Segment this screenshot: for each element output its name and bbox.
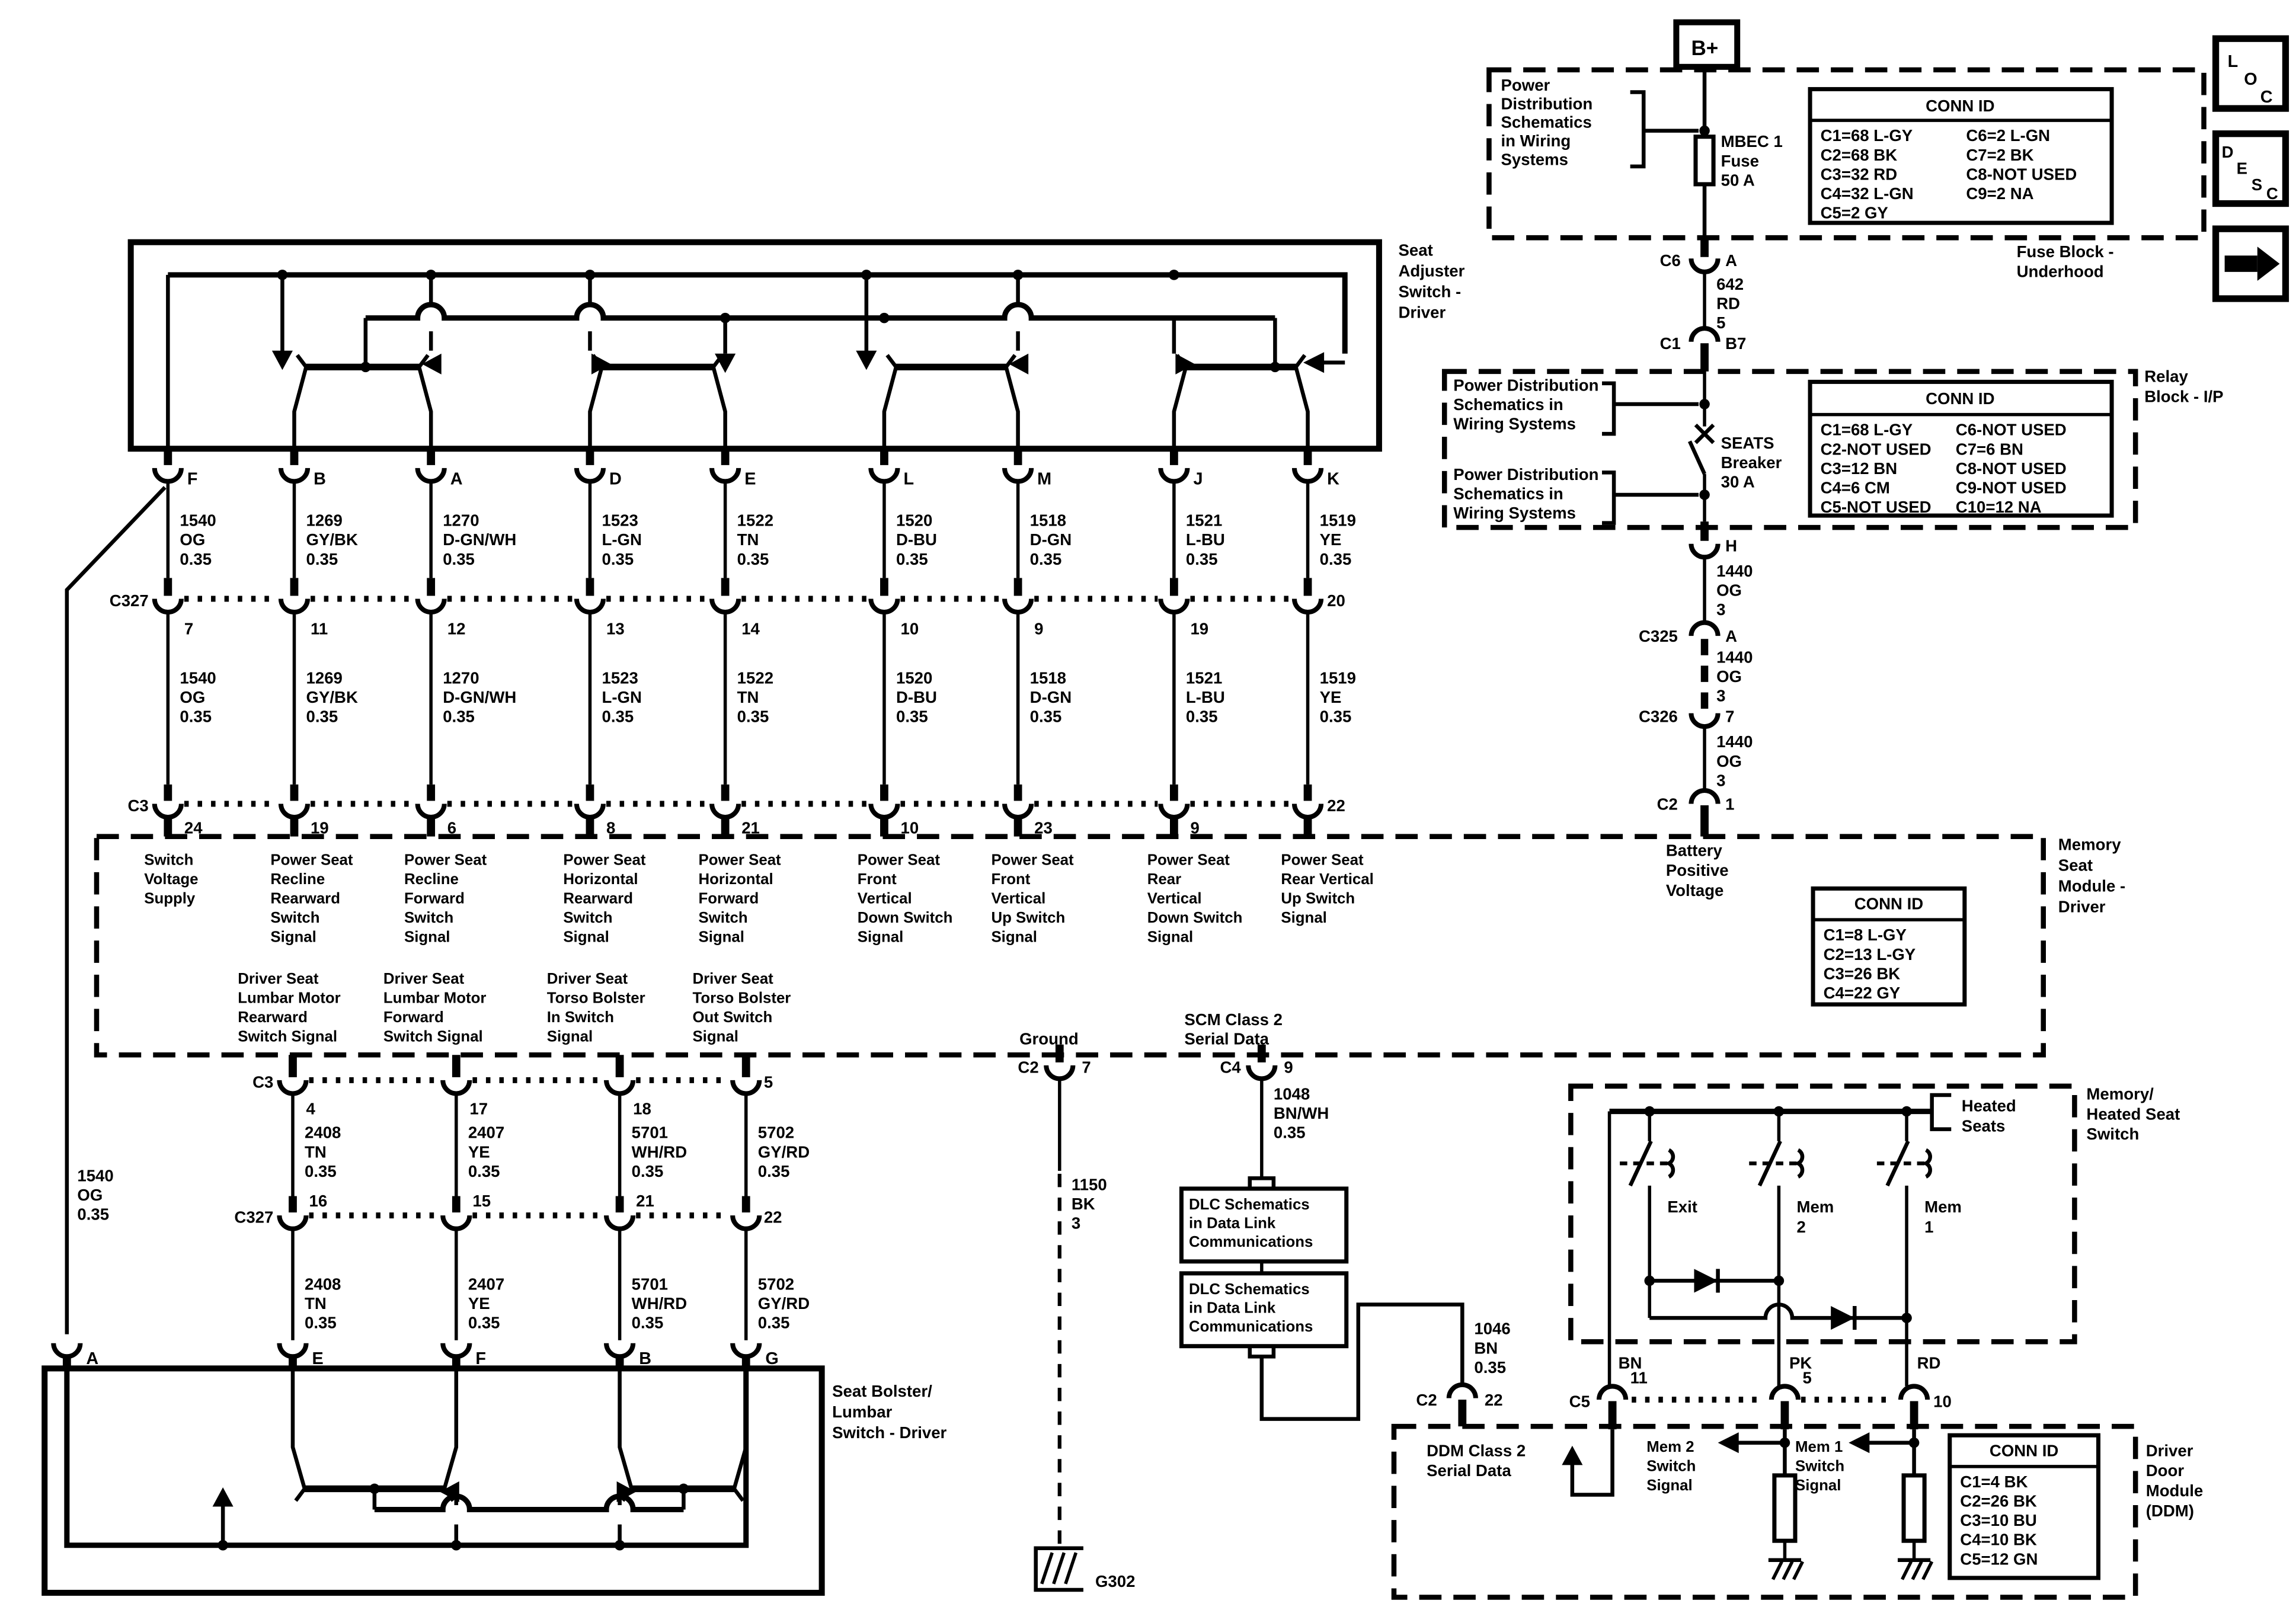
signal-label: Driver Seat Torso Bolster In Switch Signal [546,970,645,1045]
seat-adjuster-switch [131,241,1465,449]
wire-color-bn: BN [1618,1353,1642,1372]
c3-pin: 24 [184,818,203,837]
connector-c4-9 [1248,1065,1275,1079]
wire-label: 2407 YE 0.35 [468,1275,505,1332]
wire-label: 1522 TN 0.35 [737,668,774,726]
c3-label: C3 [252,1073,274,1092]
c1-pin: B7 [1725,334,1747,353]
seat-bolster-lumbar-switch [44,1368,946,1593]
pin-letter: F [187,469,198,489]
connector-c2-7 [1046,1065,1073,1079]
rocker-torso-bolster[interactable] [620,1370,746,1501]
desc-letter: S [2251,175,2263,194]
next-arrow-icon[interactable] [2216,229,2286,299]
left-wire-1540 [67,487,165,1334]
c327-pin: 9 [1034,619,1044,638]
wire-1048-label: 1048 BN/WH 0.35 [1273,1084,1329,1142]
signal-label: Driver Seat Torso Bolster Out Switch Signal [692,970,791,1045]
c3-bottom-row [252,1073,773,1118]
conn-id-left: C1=68 L-GY C2-NOT USED C3=12 BN C4=6 CM C5-NOT USED [1820,420,1932,517]
wire-label: 1521 L-BU 0.35 [1185,511,1225,568]
wire-label: 1270 D-GN/WH 0.35 [443,668,517,726]
pin-letter: B [639,1349,652,1368]
c327-pin: 15 [472,1192,491,1211]
wire-label: 1521 L-BU 0.35 [1185,668,1225,726]
g302-label: G302 [1095,1571,1136,1590]
wire-1440-og [1639,521,1753,837]
c327-pin: 21 [636,1192,654,1211]
dlc-text-1: DLC Schematics in Data Link Communications [1188,1196,1313,1251]
heated-seats-label: Heated Seats [1961,1096,2016,1135]
memory-seat-module [97,835,2125,1055]
connector-c326 [1691,713,1718,727]
wire-1440-label-3: 1440 OG 3 [1716,732,1753,790]
wire-label: 1523 L-GN 0.35 [602,668,642,726]
connector-h [1691,544,1718,558]
connector-c5-11 [1599,1386,1626,1400]
desc-icon[interactable] [2216,134,2286,204]
ground-path [1018,1045,1135,1590]
c3-pin: 6 [447,818,457,837]
c6-label: C6 [1659,251,1681,270]
c327-pin: 22 [763,1208,782,1227]
conn-id-right: C6=2 L-GN C7=2 BK C8-NOT USED C9=2 NA [1966,126,2077,203]
connector-c1 [1691,328,1718,342]
conn-id-title: CONN ID [1854,894,1924,913]
conn-id-title: CONN ID [1989,1441,2059,1460]
mem1-label: Mem 1 [1924,1198,1962,1236]
wire-label: 1523 L-GN 0.35 [602,511,642,568]
pin-letter: B [314,469,326,489]
wire-label: 5702 GY/RD 0.35 [757,1275,810,1332]
fuse-symbol [1696,137,1713,184]
c3-pin: 18 [633,1099,651,1118]
connector-c5-10 [1901,1386,1927,1400]
pin-letter: A [450,469,463,489]
wire-1440-label-2: 1440 OG 3 [1716,648,1753,705]
c327-pin: 10 [900,619,919,638]
c3-pin: 10 [900,818,919,837]
c5-pin: 11 [1630,1368,1648,1387]
c6-pin: A [1725,251,1738,270]
relay-block-ip [1444,367,2223,527]
conn-id-title: CONN ID [1926,97,1995,116]
c327-label: C327 [109,591,149,610]
wire-label: 1522 TN 0.35 [737,511,774,568]
c327-label: C327 [234,1208,274,1227]
c3-label: C3 [127,796,149,815]
grid-top [110,449,1356,837]
wire-1440-label-1: 1440 OG 3 [1716,561,1753,619]
connector-c6 [1691,258,1718,272]
pin-letter: F [475,1349,486,1368]
rocker-front-vertical[interactable] [884,355,1018,449]
wire-label: 5701 WH/RD 0.35 [631,1275,687,1332]
signal-label: Driver Seat Lumbar Motor Rearward Switch Signal [238,970,341,1045]
c3-pin: 19 [311,818,329,837]
memory-heated-seat-switch [1571,1084,2180,1386]
wire-label: 1540 OG 0.35 [180,511,216,568]
conn-id-title: CONN ID [1926,389,1995,408]
grid-top-columns [155,449,1321,836]
fuse-note: Power Distribution Schematics in Wiring Systems [1501,75,1593,169]
wire-1540-left-label: 1540 OG 0.35 [77,1166,114,1224]
c2-22-label: C2 [1416,1391,1437,1410]
c4-pin: 9 [1284,1058,1293,1077]
c327-pin: 16 [309,1192,328,1211]
exit-switch[interactable] [1620,1112,1673,1318]
connector-c2-22 [1449,1385,1476,1398]
c327-pin: 7 [184,619,194,638]
seat-adjuster-label: Seat Adjuster Switch -Driver [1398,241,1465,322]
resistor-mem1 [1904,1475,1924,1541]
wire-color-pk: PK [1789,1353,1812,1372]
c3-pin: 17 [469,1099,488,1118]
wire-label: 1520 D-BU 0.35 [896,668,937,726]
wire-1150-label: 1150 BK 3 [1071,1175,1107,1233]
ground-symbol-mem2 [1769,1560,1803,1580]
pin-letter: M [1037,469,1052,489]
wire-label: 1269 GY/BK 0.35 [306,668,358,726]
wire-label: 1270 D-GN/WH 0.35 [443,511,517,568]
battery-positive-label: Battery Positive Voltage [1665,841,1729,900]
loc-letter: O [2244,69,2257,89]
c327-bottom-row [234,1192,782,1227]
connector-c325 [1691,623,1718,636]
c327-pin: 14 [741,619,760,638]
fuse-block-underhood [1489,70,2204,281]
ground-symbol-g302 [1036,1548,1083,1590]
pin-letter: G [765,1349,779,1368]
c3-pin: 5 [763,1073,773,1092]
breaker-label: SEATS Breaker 30 A [1721,434,1782,491]
c327-pin: 12 [447,619,466,638]
c3-pin: 9 [1190,818,1200,837]
wire-1046-label: 1046 BN 0.35 [1474,1319,1511,1377]
driver-door-module [1394,1368,2203,1597]
signal-label: Power Seat Recline Forward Switch Signal [404,852,487,946]
wire-label: 1269 GY/BK 0.35 [306,511,358,568]
wire-label: 5702 GY/RD 0.35 [757,1123,810,1180]
relay-note-1: Power Distribution Schematics in Wiring Systems [1453,376,1599,433]
loc-icon[interactable] [2216,39,2286,108]
wire-642-label: 642 RD 5 [1716,274,1744,332]
c325-pin: A [1725,627,1738,646]
battery-feed [1676,23,1737,131]
c3-pin: 22 [1327,796,1345,815]
loc-letter: L [2227,52,2239,71]
ddm-label: Driver Door Module (DDM) [2145,1441,2204,1520]
c2-22-pin: 22 [1484,1391,1503,1410]
signal-label: Driver Seat Lumbar Motor Forward Switch Signal [383,970,487,1045]
desc-letter: D [2221,142,2234,161]
wire-label: 1518 D-GN 0.35 [1029,511,1072,568]
signal-label: Power Seat Rear Vertical Up Switch Signal [1281,852,1374,927]
pin-letter: L [903,469,914,489]
signal-label: Power Seat Recline Rearward Switch Signal [270,852,353,946]
pin-letter: E [744,469,756,489]
ground-label: Ground [1019,1029,1079,1048]
wire-label: 1540 OG 0.35 [180,668,216,726]
ground-symbol-mem1 [1898,1560,1932,1580]
c326-label: C326 [1638,707,1678,726]
c5-label: C5 [1569,1392,1590,1411]
bplus-label: B+ [1691,36,1719,60]
c327-pin: 20 [1327,591,1345,610]
signal-label: Power Seat Front Vertical Up Switch Signal [991,852,1074,946]
c327-pin: 19 [1190,619,1209,638]
wire-label: 1519 YE 0.35 [1319,668,1356,726]
rocker-recline[interactable] [294,355,431,449]
conn-id-table-msm [1813,888,1965,1004]
connector-c2-msm [1691,790,1718,804]
scm-class2-path [1181,1045,1510,1426]
rocker-rear-vertical[interactable] [1174,355,1308,449]
mem2-switch[interactable] [1749,1112,1802,1387]
mem2-signal-label: Mem 2 Switch Signal [1646,1438,1696,1494]
c325-label: C325 [1638,627,1678,646]
scm-label: SCM Class 2 Serial Data [1184,1010,1283,1048]
signal-label: Power Seat Front Vertical Down Switch Signal [857,852,953,946]
relay-block-label: Relay Block - I/P [2144,367,2224,406]
heated-seats-tab [1932,1095,1952,1129]
diode-row-1 [1644,1269,1784,1292]
conn-id-rows: C1=4 BK C2=26 BK C3=10 BU C4=10 BK C5=12 GN [1960,1472,2038,1569]
relay-note-2: Power Distribution Schematics in Wiring Systems [1453,465,1599,523]
conn-id-table-relay-block [1810,382,2112,516]
wire-642-rd [1660,239,1747,372]
c2-pin: 7 [1082,1058,1091,1077]
diode-row-2 [1649,1305,1912,1330]
desc-letter: C [2266,184,2278,203]
mem2-label: Mem 2 [1796,1198,1834,1236]
wire-label: 1519 YE 0.35 [1319,511,1356,568]
wire-label: 2408 TN 0.35 [305,1275,341,1332]
conn-id-rows: C1=8 L-GY C2=13 L-GY C3=26 BK C4=22 GY [1823,926,1916,1002]
connector-c5-5 [1771,1386,1798,1400]
rocker-lumbar[interactable] [293,1370,456,1501]
msm-label: Memory Seat Module -Driver [2058,835,2126,916]
ddm-class2-label: DDM Class 2 Serial Data [1427,1441,1526,1480]
signal-label: Power Seat Horizontal Rearward Switch Signal [563,852,646,946]
c3-pin: 8 [606,818,616,837]
wire-label: 1520 D-BU 0.35 [896,511,937,568]
c1-label: C1 [1659,334,1681,353]
c5-pin: 10 [1933,1392,1952,1411]
mem1-signal-label: Mem 1 Switch Signal [1795,1438,1845,1494]
wire-label: 2408 TN 0.35 [305,1123,341,1180]
pin-letter: E [312,1349,324,1368]
seats-breaker-symbol [1690,425,1713,474]
c2-pin: 1 [1725,795,1735,814]
pin-letter: K [1327,469,1339,489]
signal-label: Switch Voltage Supply [144,852,199,907]
c327-pin: 13 [606,619,625,638]
grid-bottom [53,1055,810,1370]
wire-label: 2407 YE 0.35 [468,1123,505,1180]
conn-id-table-fuse-block [1810,89,2112,223]
c5-pin: 5 [1802,1368,1812,1387]
c3-pin: 23 [1034,818,1053,837]
pin-letter: J [1193,469,1203,489]
dlc-text-2: DLC Schematics in Data Link Communications [1188,1281,1313,1336]
fuse-block-label: Fuse Block -Underhood [2016,242,2114,281]
c3-pin: 4 [306,1099,315,1118]
loc-letter: C [2260,88,2273,107]
wire-label: 5701 WH/RD 0.35 [631,1123,687,1180]
mem1-switch[interactable] [1877,1112,1930,1387]
exit-label: Exit [1667,1198,1697,1217]
wire-color-rd: RD [1917,1353,1941,1372]
c327-pin: 11 [311,619,328,638]
pin-letter: D [609,469,622,489]
conn-id-right: C6-NOT USED C7=6 BN C8-NOT USED C9-NOT USED C10=12 NA [1955,420,2067,517]
bolster-label: Seat Bolster/ Lumbar Switch - Driver [832,1381,947,1442]
resistor-mem2 [1774,1475,1795,1541]
c326-pin: 7 [1725,707,1735,726]
pin-letter: A [86,1349,99,1368]
c4-label: C4 [1220,1058,1241,1077]
fuse-label: MBEC 1 Fuse 50 A [1721,132,1783,190]
c2-label: C2 [1018,1058,1039,1077]
heated-switch-label: Memory/ Heated Seat Switch [2086,1084,2180,1144]
rocker-horizontal[interactable] [590,355,725,449]
h-pin: H [1725,536,1738,555]
conn-id-table-ddm [1950,1435,2099,1578]
c2-label: C2 [1657,795,1678,814]
c3-pin: 21 [741,818,760,837]
desc-letter: E [2236,159,2248,178]
conn-id-left: C1=68 L-GY C2=68 BK C3=32 RD C4=32 L-GN C5=2 GY [1820,126,1914,222]
signal-label: Power Seat Horizontal Forward Switch Signal [698,852,781,946]
signal-label: Power Seat Rear Vertical Down Switch Signal [1147,852,1243,946]
wire-label: 1518 D-GN 0.35 [1029,668,1072,726]
